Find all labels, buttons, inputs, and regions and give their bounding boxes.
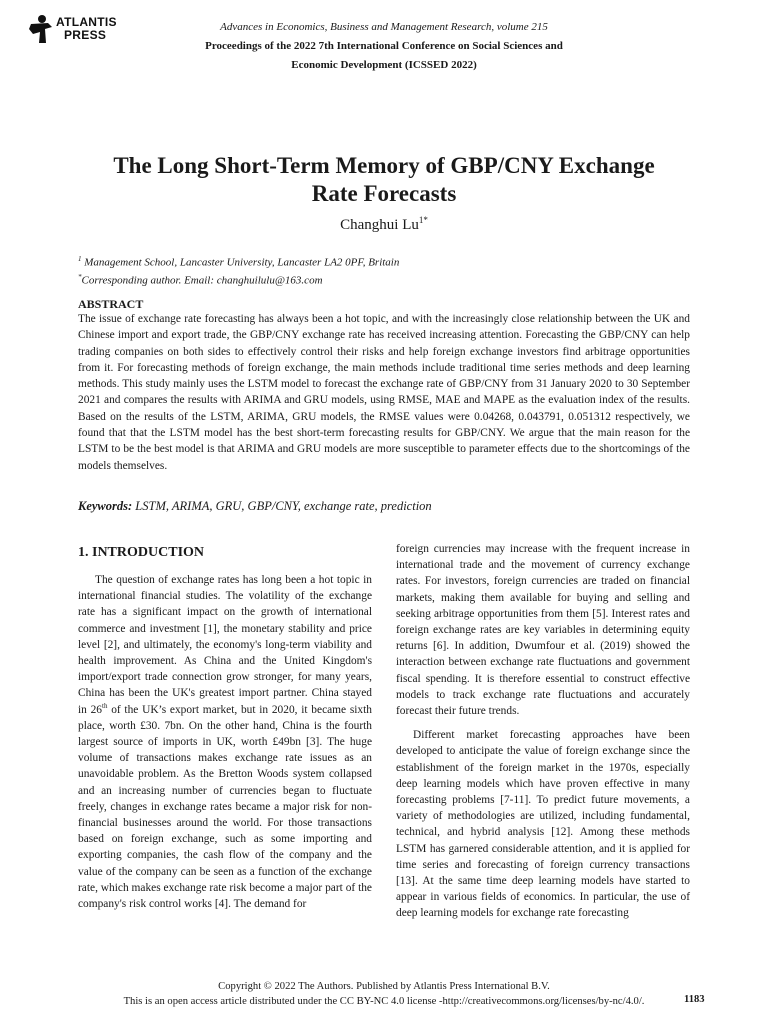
corresponding-author: Corresponding author. Email: changhuilulu@163.com	[81, 274, 323, 287]
intro-paragraph-2: foreign currencies may increase with the frequent increase in international trade and the movement of currency exchange rates. For investors, foreign currencies are traded on financial markets, making them available for buying and selling and seeking arbitrage opportunities from them [5]. Interest rates and foreign exchange rates are key variables in determining equity returns [6]. In addition, Dwumfour et al. (2019) showed the interaction between exchange rate fluctuations and government fiscal spending. It is therefore essential to construct effective models to track exchange rate fluctuations and accurately forecast their future trends.	[396, 543, 690, 718]
logo-wordmark	[56, 16, 117, 42]
author-line	[60, 215, 708, 234]
right-column	[396, 541, 690, 922]
title-line-1: The Long Short-Term Memory of GBP/CNY Exchange	[113, 153, 655, 178]
intro-paragraph-3: Different market forecasting approaches have been developed to anticipate the value of foreign exchange since the establishment of the foreign market in the 1970s, especially deep learning models which have proven effective in many forecasting problems [7-11]. To predict future movements, a variety of methodologies are utilized, including fundamental, technical, and hybrid analysis [12]. Among these methods LSTM has garnered considerable attention, and it is applied for time series and forecasting of foreign currency transactions [13]. At the same time deep learning models have started to appear in various fields of economics. In particular, the use of deep learning models for exchange rate forecasting	[396, 729, 690, 920]
series-title: Advances in Economics, Business and Management Research, volume 215	[220, 21, 548, 33]
title-line-2: Rate Forecasts	[311, 181, 457, 206]
paper-title	[60, 152, 708, 208]
ordinal-suffix: th	[102, 701, 108, 710]
logo-line-2: PRESS	[64, 28, 107, 42]
left-column	[78, 572, 372, 912]
intro-p1-part-b: of the UK’s export market, but in 2020, it became sixth place, worth £30. 7bn. On the other hand, China is the fourth largest source of imports in UK, worth £49bn [3]. The huge volume of transactions makes exchange rate issues as an unavoidable problem. As the Bretton Woods system collapsed and an increasing number of currencies began to fluctuate freely, changes in exchange rates became a major risk for non-financial businesses around the world. For those transactions based on foreign exchange, such as some importing and exporting companies, the cash flow of the company and the value of the company can be seen as a function of the exchange rate, which makes exchange rate risk become a major part of the company's risk control works [4]. The demand for	[78, 703, 372, 911]
intro-paragraph-1	[78, 572, 372, 912]
keywords	[78, 499, 690, 514]
author-marks: 1*	[418, 215, 428, 225]
abstract-heading: ABSTRACT	[78, 297, 144, 311]
publisher-logo	[28, 14, 148, 46]
affiliation-1: Management School, Lancaster University, Lancaster LA2 0PF, Britain	[81, 256, 400, 269]
running-header	[150, 18, 618, 75]
page-number: 1183	[684, 994, 705, 1005]
logo-line-1: ATLANTIS	[56, 15, 117, 29]
keywords-label: Keywords:	[78, 499, 133, 513]
copyright-footer	[60, 979, 708, 1009]
license-line: This is an open access article distributed under the CC BY-NC 4.0 license -http://creativecommons.org/licenses/by-nc/4.0/.	[123, 996, 645, 1007]
copyright-line: Copyright © 2022 The Authors. Published by Atlantis Press International B.V.	[218, 981, 550, 992]
affiliation-mark-1: 1	[78, 255, 82, 263]
atlantis-figure-icon	[28, 14, 54, 44]
affiliation-mark-2: *	[78, 272, 82, 281]
section-heading-introduction: 1. INTRODUCTION	[78, 545, 205, 560]
affiliations	[78, 252, 690, 287]
abstract-text: The issue of exchange rate forecasting has always been a hot topic, and with the increasingly close relationship between the UK and Chinese import and export trade, the GBP/CNY exchange rate has received increasing attention. Forecasting the GBP/CNY can help trading companies on both sides to effectively control their risks and help foreign exchange investors find arbitrage opportunities from it. For forecasting methods of foreign exchange, the main methods include traditional time series methods and deep learning methods. This study mainly uses the LSTM model to forecast the exchange rate of GBP/CNY from 31 January 2020 to 30 September 2021 and compares the results with ARIMA and GRU models, using RMSE, MAE and MAPE as the evaluation index of the results. Based on the results of the LSTM, ARIMA, GRU models, the RMSE values were 0.04268, 0.043791, 0.051312 respectively, we found that that the LSTM model has the best short-term forecasting results for GBP/CNY. We argue that the main reason for the LSTM to be the best model is that ARIMA and GRU models are more susceptible to parameter effects due to the shortcomings of the models themselves.	[78, 313, 690, 472]
proceedings-line-1: Proceedings of the 2022 7th International Conference on Social Sciences and	[205, 40, 563, 52]
intro-p1-part-a: The question of exchange rates has long been a hot topic in international financial studies. The volatility of the exchange rate has a significant impact on the growth of international commerce and investment [1], the monetary stability and price level [2], and ultimately, the economy's long-term viability and health improvement. As China and the United Kingdom's import/export trade connection grow stronger, for many years, China has been the UK's greatest import partner. China stayed in 26	[78, 574, 372, 716]
author-name: Changhui Lu	[340, 217, 419, 233]
keywords-list: LSTM, ARIMA, GRU, GBP/CNY, exchange rate, prediction	[132, 499, 432, 513]
proceedings-line-2: Economic Development (ICSSED 2022)	[291, 59, 477, 71]
